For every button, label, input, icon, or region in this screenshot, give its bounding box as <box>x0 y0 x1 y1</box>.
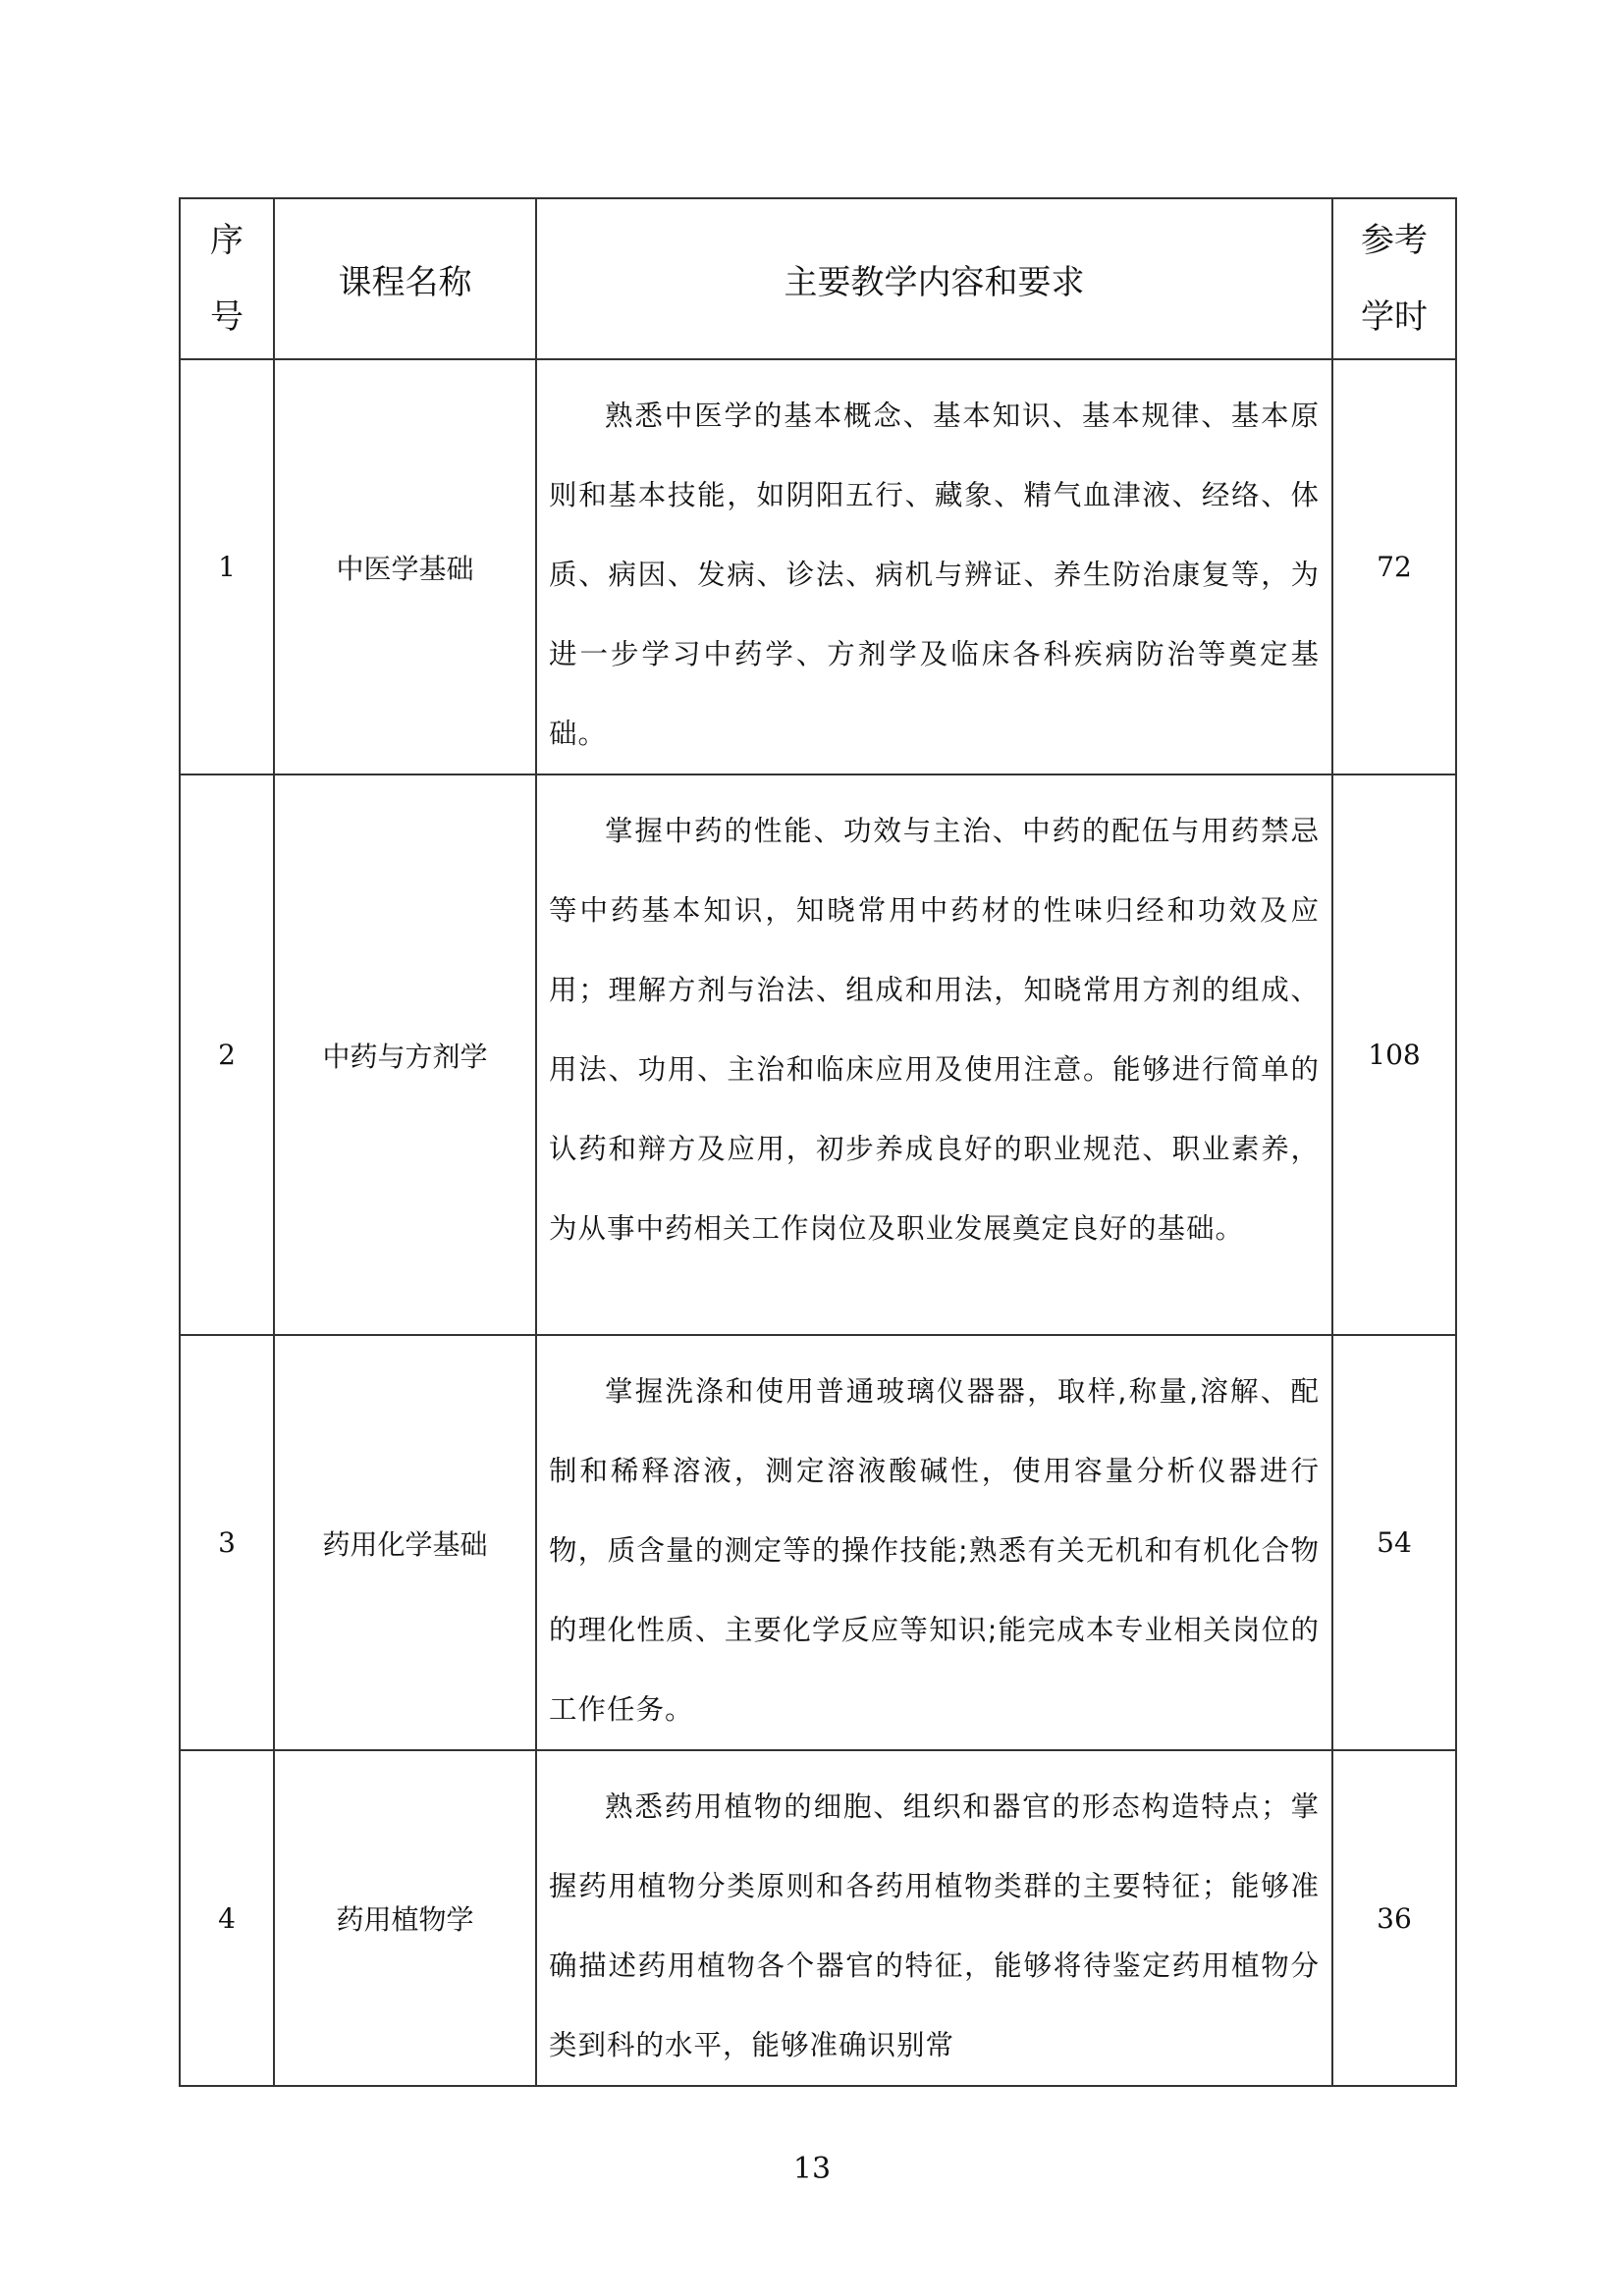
table-row <box>180 774 1456 1335</box>
content-text: 掌握洗涤和使用普通玻璃仪器器，取样,称量,溶解、配制和稀释溶液，测定溶液酸碱性，使用容量分析仪器进行物，质含量的测定等的操作技能;熟悉有关无机和有机化合物的理化性质、主要化学反应等知识;能完成本专业相关岗位的工作任务。 <box>549 1375 1320 1726</box>
hours-cell: 108 <box>1332 774 1456 1335</box>
course-name-cell: 中医学基础 <box>274 359 536 774</box>
table-row <box>180 1750 1456 2086</box>
content-text: 掌握中药的性能、功效与主治、中药的配伍与用药禁忌等中药基本知识，知晓常用中药材的性味归经和功效及应用；理解方剂与治法、组成和用法，知晓常用方剂的组成、用法、功用、主治和临床应用及使用注意。能够进行简单的认药和辩方及应用，初步养成良好的职业规范、职业素养，为从事中药相关工作岗位及职业发展奠定良好的基础。 <box>549 815 1320 1245</box>
content-text: 熟悉中医学的基本概念、基本知识、基本规律、基本原则和基本技能，如阴阳五行、藏象、精气血津液、经络、体质、病因、发病、诊法、病机与辨证、养生防治康复等，为进一步学习中药学、方剂学及临床各科疾病防治等奠定基础。 <box>549 400 1320 750</box>
hours-cell: 36 <box>1332 1750 1456 2086</box>
content-cell <box>536 774 1332 1335</box>
content-text: 熟悉药用植物的细胞、组织和器官的形态构造特点；掌握药用植物分类原则和各药用植物类群的主要特征；能够准确描述药用植物各个器官的特征，能够将待鉴定药用植物分类到科的水平，能够准确识别常 <box>549 1790 1320 2061</box>
header-reference-hours <box>1332 198 1456 359</box>
table-header-row <box>180 198 1456 359</box>
serial-number-cell: 3 <box>180 1335 274 1750</box>
content-cell <box>536 1335 1332 1750</box>
hours-cell: 72 <box>1332 359 1456 774</box>
header-reference-hours-line-1: 参考 <box>1361 221 1428 260</box>
course-name-cell: 药用植物学 <box>274 1750 536 2086</box>
serial-number-cell: 1 <box>180 359 274 774</box>
serial-number-cell: 4 <box>180 1750 274 2086</box>
header-content-requirements: 主要教学内容和要求 <box>536 198 1332 359</box>
header-reference-hours-line-2: 学时 <box>1361 297 1428 337</box>
serial-number-cell: 2 <box>180 774 274 1335</box>
content-cell <box>536 359 1332 774</box>
course-name-cell: 中药与方剂学 <box>274 774 536 1335</box>
header-course-name: 课程名称 <box>274 198 536 359</box>
table-row <box>180 1335 1456 1750</box>
header-serial-number-line-1: 序 <box>210 221 244 260</box>
content-cell <box>536 1750 1332 2086</box>
header-serial-number <box>180 198 274 359</box>
course-table <box>179 197 1457 2087</box>
header-serial-number-line-2: 号 <box>210 297 244 337</box>
page-number: 13 <box>792 2152 832 2186</box>
table-row <box>180 359 1456 774</box>
course-name-cell: 药用化学基础 <box>274 1335 536 1750</box>
hours-cell: 54 <box>1332 1335 1456 1750</box>
